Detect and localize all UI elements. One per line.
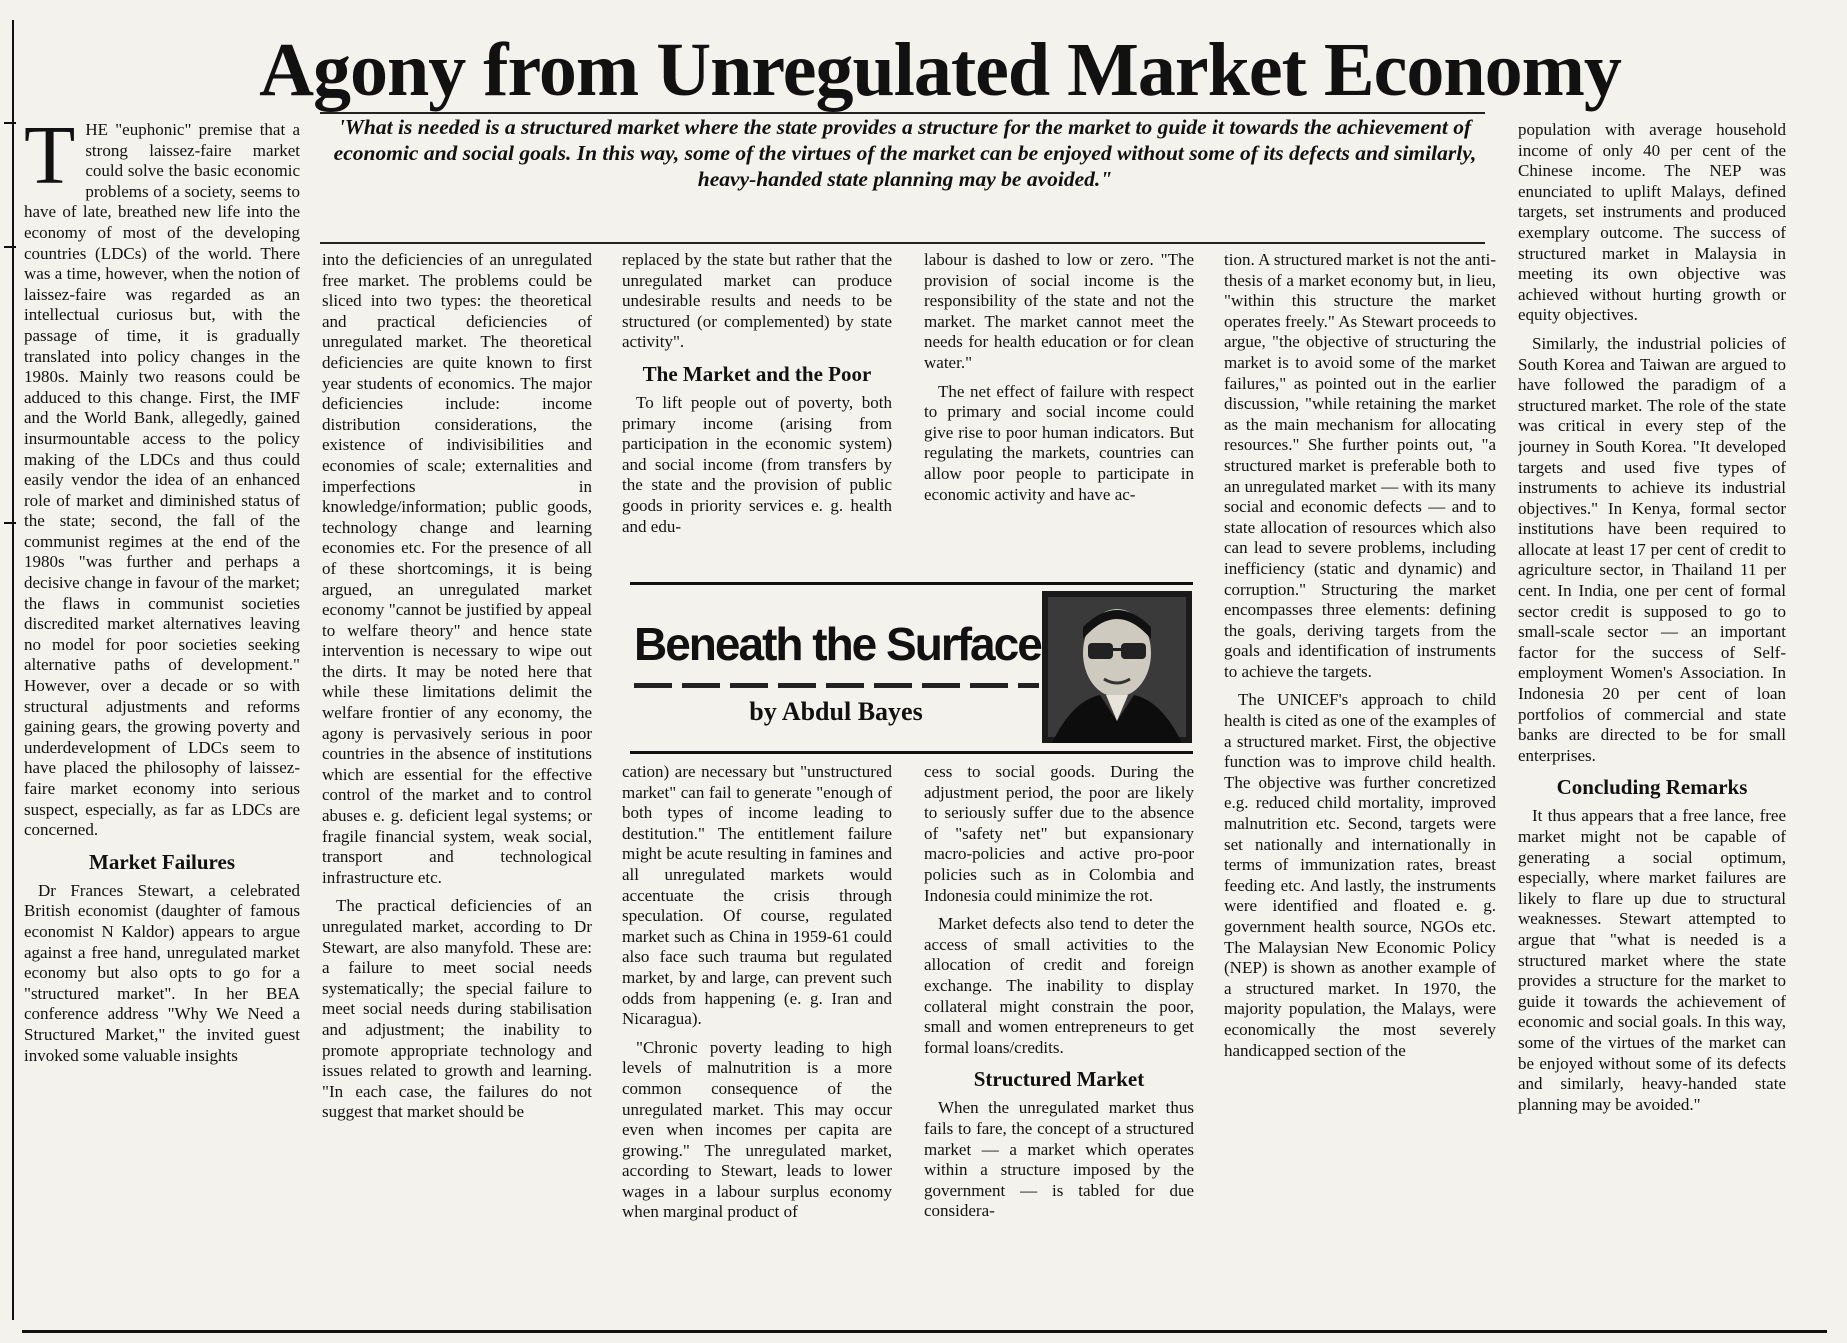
subheading-market-and-poor: The Market and the Poor [642,361,872,386]
paragraph: When the unregulated market thus fails to fare, the concept of a structured market — a market which operates within a structure imposed by the government — is tabled for due considera- [924,1098,1194,1221]
paragraph: cess to social goods. During the adjustment period, the poor are likely to seriously suffer due to the absence of "safety net" but expansionary macro-policies and active pro-poor policies such as in Colombia and Indonesia could minimize the rot. [924,762,1194,905]
subheading-structured-market: Structured Market [973,1067,1145,1092]
column-logo-title: Beneath the Surface [634,618,1041,670]
paragraph: population with average household income of only 40 per cent of the Chinese income. The NEP was enunciated to uplift Malays, defined targets, set instruments and produced exemplary outcome. The success of structured market in Malaysia in meeting its own objective was achieved without hurting growth or equity objectives. [1518,120,1786,325]
drop-cap: T [24,120,76,202]
column-2 [322,250,592,1325]
headline: Agony from Unregulated Market Economy [259,28,1621,112]
paragraph: Similarly, the industrial policies of South Korea and Taiwan are argued to have followed the paradigm of a structured market. The role of the state was critical in every step of the journey in South Korea. "It developed targets and used five types of instruments to achieve its industrial objectives." In Kenya, formal sector institutions have been required to allocate at least 17 per cent of credit to agriculture sector, in Thailand 11 per cent. In India, one per cent of formal sector credit is supposed to go to small-scale sector — an important factor for the success of Self-employment Women's Association. In Indonesia 20 per cent of loan portfolios of commercial and state banks are directed to be for small enterprises. [1518,333,1786,765]
paragraph: cation) are necessary but "unstructured market" can fail to generate "enough of both types of income leading to destitution." The entitlement failure might be acute resulting in famines and all unregulated markets would accentuate the crisis through speculation. Of course, regulated market such as China in 1959-61 could also face such trauma but regulated market, by and large, can prevent such odds from happening (e. g. Iran and Nicaragua). [622,762,892,1029]
paragraph: labour is dashed to low or zero. "The provision of social income is the responsibility of the state and not the market. The market cannot meet the needs for health education or for clean water." [924,250,1194,372]
subheading-concluding-remarks: Concluding Remarks [1556,775,1748,800]
paragraph: replaced by the state but rather that the unregulated market can produce undesirable results and needs to be structured (or complemented) by state activity". [622,250,892,352]
paragraph: Market defects also tend to deter the access of small activities to the allocation of credit and foreign exchange. The inability to display collateral might constrain the poor, small and women entrepreneurs to get formal loans/credits. [924,914,1194,1057]
subheading-market-failures: Market Failures [89,849,235,874]
paragraph [24,120,300,841]
paragraph: tion. A structured market is not the anti-thesis of a market economy but, in lieu, "within this structure the market operates freely." As Stewart proceeds to argue, "the objective of structuring the market is to avoid some of the market failures," as pointed out in the earlier discussion, "while retaining the market as the main mechanism for allocating resources." She further points out, "a structured market is preferable both to an unregulated market — with its many social and economic defects — and to state allocation of resources which also can lead to severe problems, including inefficiency (static and dynamic) and corruption." Structuring the market encompasses three elements: defining the goals, deriving targets from the goals and identification of instruments to achieve the targets. [1224,250,1496,681]
margin-tick [4,522,16,524]
paragraph: into the deficiencies of an unregulated free market. The problems could be sliced into two types: the theoretical and practical deficiencies of unregulated market. The theoretical deficiencies are quite known to first year students of economics. The major deficiencies include: income distribution considerations, the existence of indivisibilities and economies of scale; externalities and imperfections in knowledge/information; public goods, technology change and learning economies etc. For the presence of all of these shortcomings, it is being argued, an unregulated market economy "cannot be justified by appeal to welfare theory" and hence state intervention is necessary to wipe out the dirts. It may be noted here that while these limitations delimit the welfare frontier of any economy, the agony is pervasively serious in poor countries in the absence of institutions which are essential for the effective control of the market and to control abuses e. g. deficient legal systems; or fragile financial system, weak social, transport and technological infrastructure etc. [322,250,592,887]
paragraph: Dr Frances Stewart, a celebrated British economist (daughter of famous economist N Kaldor) appears to argue against a free hand, unregulated market economy but also opts to go for a "structured market". In her BEA conference address "Why We Need a Structured Market," the invited guest invoked some valuable insights [24,880,300,1065]
paragraph: It thus appears that a free lance, free market might not be capable of generating a social optimum, especially, where market failures are likely to flare up due to structural weaknesses. Stewart attempted to argue that "what is needed is a structured market where the state provides a structure for the market to guide it towards the achievement of economic and social goals. In this way, some of the virtues of the market can be enjoyed without some of its defects and similarly, heavy-handed state planning may be avoided." [1518,806,1786,1114]
column-5 [1224,250,1496,1325]
decorative-dash-rule [634,683,1039,688]
column-3-bottom [622,762,892,1325]
paragraph: "Chronic poverty leading to high levels of malnutrition is a more common consequence of the unregulated market. This may occur even when incomes per capita are growing." The unregulated market, according to Stewart, leads to lower wages in a labour surplus economy when marginal product of [622,1037,892,1222]
paragraph: The net effect of failure with respect to primary and social income could give rise to poor human indicators. But regulating the markets, countries can allow poor people to participate in economic activity and have ac- [924,381,1194,504]
pull-quote-bottom-rule [320,242,1485,244]
column-6 [1518,120,1786,1325]
column-3-top [622,250,892,566]
margin-tick [4,246,16,248]
paragraph: To lift people out of poverty, both primary income (arising from participation in the economic system) and social income (from transfers by the state and the provision of public goods in priority services e. g. health and edu- [622,392,892,536]
column-4-top [924,250,1194,566]
margin-tick [4,122,16,124]
pull-quote: 'What is needed is a structured market where the state provides a structure for the market to guide it towards the achievement of economic and social goals. In this way, some of the virtues of the market can be enjoyed without some of its defects and similarly, heavy-handed state planning may be avoided." [333,115,1477,191]
bottom-border-rule [22,1330,1827,1333]
column-1 [24,120,300,1325]
byline: by Abdul Bayes [749,697,923,726]
paragraph: The practical deficiencies of an unregulated market, according to Dr Stewart, are also manyfold. These are: a failure to meet social needs systematically; the special failure to meet social needs during stabilisation and adjustment; the inability to promote appropriate technology and issues related to growth and learning. "In each case, the failures do not suggest that market should be [322,896,592,1122]
left-border-rule [12,20,14,1320]
paragraph-text: HE "euphonic" premise that a strong laissez-faire market could solve the basic economic problems of a society, seems to have of late, breathed new life into the economy of most of the developing countries (LDCs) of the world. There was a time, however, when the notion of laissez-faire was regarded as an intellectual curiosus but, with the passage of time, it is gradually translated into policy changes in the 1980s. Mainly two reasons could be adduced to this change. First, the IMF and the World Bank, allegedly, gained insurmountable access to the policy making of the LDCs and thus could easily vendor the idea of an enhanced role of market and diminished status of the state; second, the fall of the communist regimes at the end of the 1980s "was further and perhaps a decisive change in favour of the market; the flaws in communist societies discredited market alternatives leaving no model for poor societies seeking alternative paths of development." However, over a decade or so with structural adjustments and reforms gaining gears, the growing poverty and underdevelopment of LDCs seem to have placed the philosophy of laissez-faire market economy into serious suspect, especially, as far as LDCs are concerned. [24,120,300,840]
column-4-bottom [924,762,1194,1325]
column-logo-box [630,582,1193,754]
paragraph: The UNICEF's approach to child health is cited as one of the examples of a structured market. First, the objective function was to improve child health. The objective was further concretized e.g. reduced child mortality, improved malnutrition etc. Second, targets were set nationally and internationally in terms of immunization rates, breast feeding etc. And lastly, the instruments were identified and floated e. g. government health source, NGOs etc. The Malaysian New Economic Policy (NEP) is shown as another example of a structured market. In 1970, the majority population, the Malays, were economically the most severely handicapped section of the [1224,690,1496,1060]
author-portrait-icon [1042,591,1192,743]
